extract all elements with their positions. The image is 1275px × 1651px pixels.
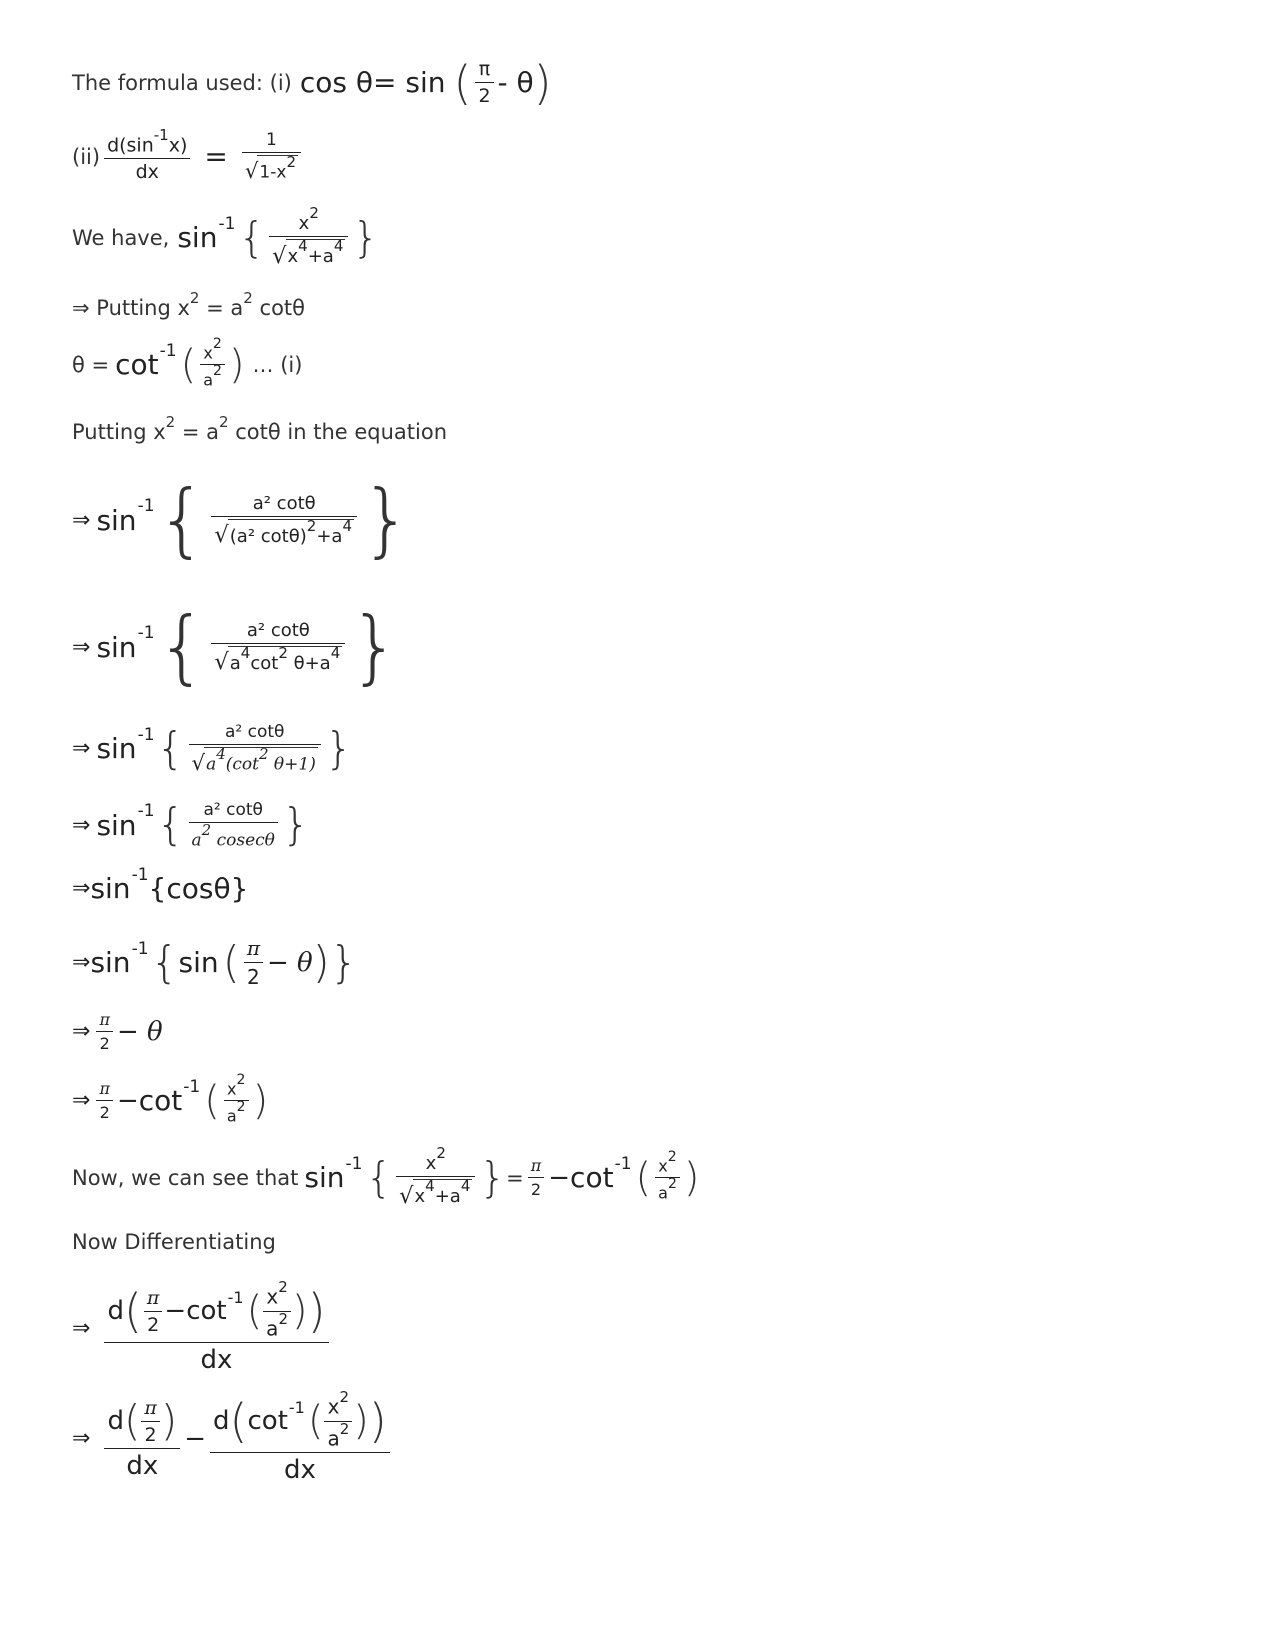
derivative-step-2: ⇒ d ( $\frac{\pi}{2}$ ) dx − d ( cot -1 ( $\frac{x^2}{a^2}$ ) ) dx (72, 1392, 394, 1485)
putting-line-2: Putting $x^2 = a^2$ cotθ in the equation (72, 413, 448, 444)
close-paren: ) (533, 55, 552, 110)
formula-label-ii: (ii) (72, 144, 101, 169)
step-4: ⇒ sin -1 { $\frac{\text{a² cotθ}}{a2 cosec\theta}$ } (72, 799, 310, 851)
derivative-fraction: $\frac{d(\sin^{-1}x)}{dx}$ (104, 130, 190, 183)
we-have-prefix: We have, (72, 225, 170, 250)
step-6: ⇒ sin -1 { sin ( $\frac{\pi}{2}$ − θ ) } (72, 936, 358, 989)
formula-line-2 (72, 126, 305, 185)
differentiating-heading: Now Differentiating (72, 1230, 276, 1254)
putting-line-1: ⇒ Putting $x^2 = a^2$ cotθ (72, 289, 305, 320)
reciprocal-sqrt-fraction: 1 √ 1-x2 (242, 130, 301, 183)
conclusion-line: Now, we can see that sin -1 { $x^2$ √ $x^4+a^4$ } = $\frac{\pi}{2}$ − cot -1 ( $\frac{x2}{a2}$ ) (72, 1144, 700, 1209)
minus-theta: - θ (497, 66, 534, 99)
we-have-line: We have, sin -1 { $x^2$ √ $x^4+a^4$ } (72, 204, 380, 269)
sqrt-symbol: √ 1-x2 (244, 153, 296, 185)
theta-definition-line: θ = cot -1 ( $\frac{x2}{a2}$ ) … (i) (72, 336, 303, 390)
step-8: ⇒ $\frac{\pi}{2}$ − cot -1 ( $\frac{x2}{a2}$ ) (72, 1072, 269, 1126)
derivative-step-1: ⇒ d ( $\frac{\pi}{2}$ − cot -1 ( $\frac{x^2}{a^2}$ ) ) dx (72, 1282, 333, 1375)
step-2: ⇒ sin -1 { a² cotθ √ $a^4\cot^2$ $\theta+a^4$ } (72, 600, 401, 693)
equals-sign: = (204, 140, 228, 174)
step-3: ⇒ sin -1 { a² cotθ √ a4(cot2 θ+1) } (72, 722, 353, 777)
step-5: ⇒ sin -1 {cosθ} (72, 864, 249, 905)
step-7: ⇒ $\frac{\pi}{2}$ − θ (72, 1010, 163, 1053)
formula-prefix: The formula used: (i) (72, 70, 292, 95)
open-paren: ( (453, 55, 472, 110)
pi-over-two: $\frac{\pi}{2}$ (475, 58, 493, 107)
cos-sin-identity: cos θ= sin (299, 66, 446, 99)
step-1: ⇒ sin -1 { a² cotθ √ (a² $\cot\theta)^2+a^4$ } (72, 473, 412, 566)
x2-over-sqrt: $x^2$ √ $x^4+a^4$ (269, 208, 348, 268)
formula-line-1 (72, 55, 552, 110)
